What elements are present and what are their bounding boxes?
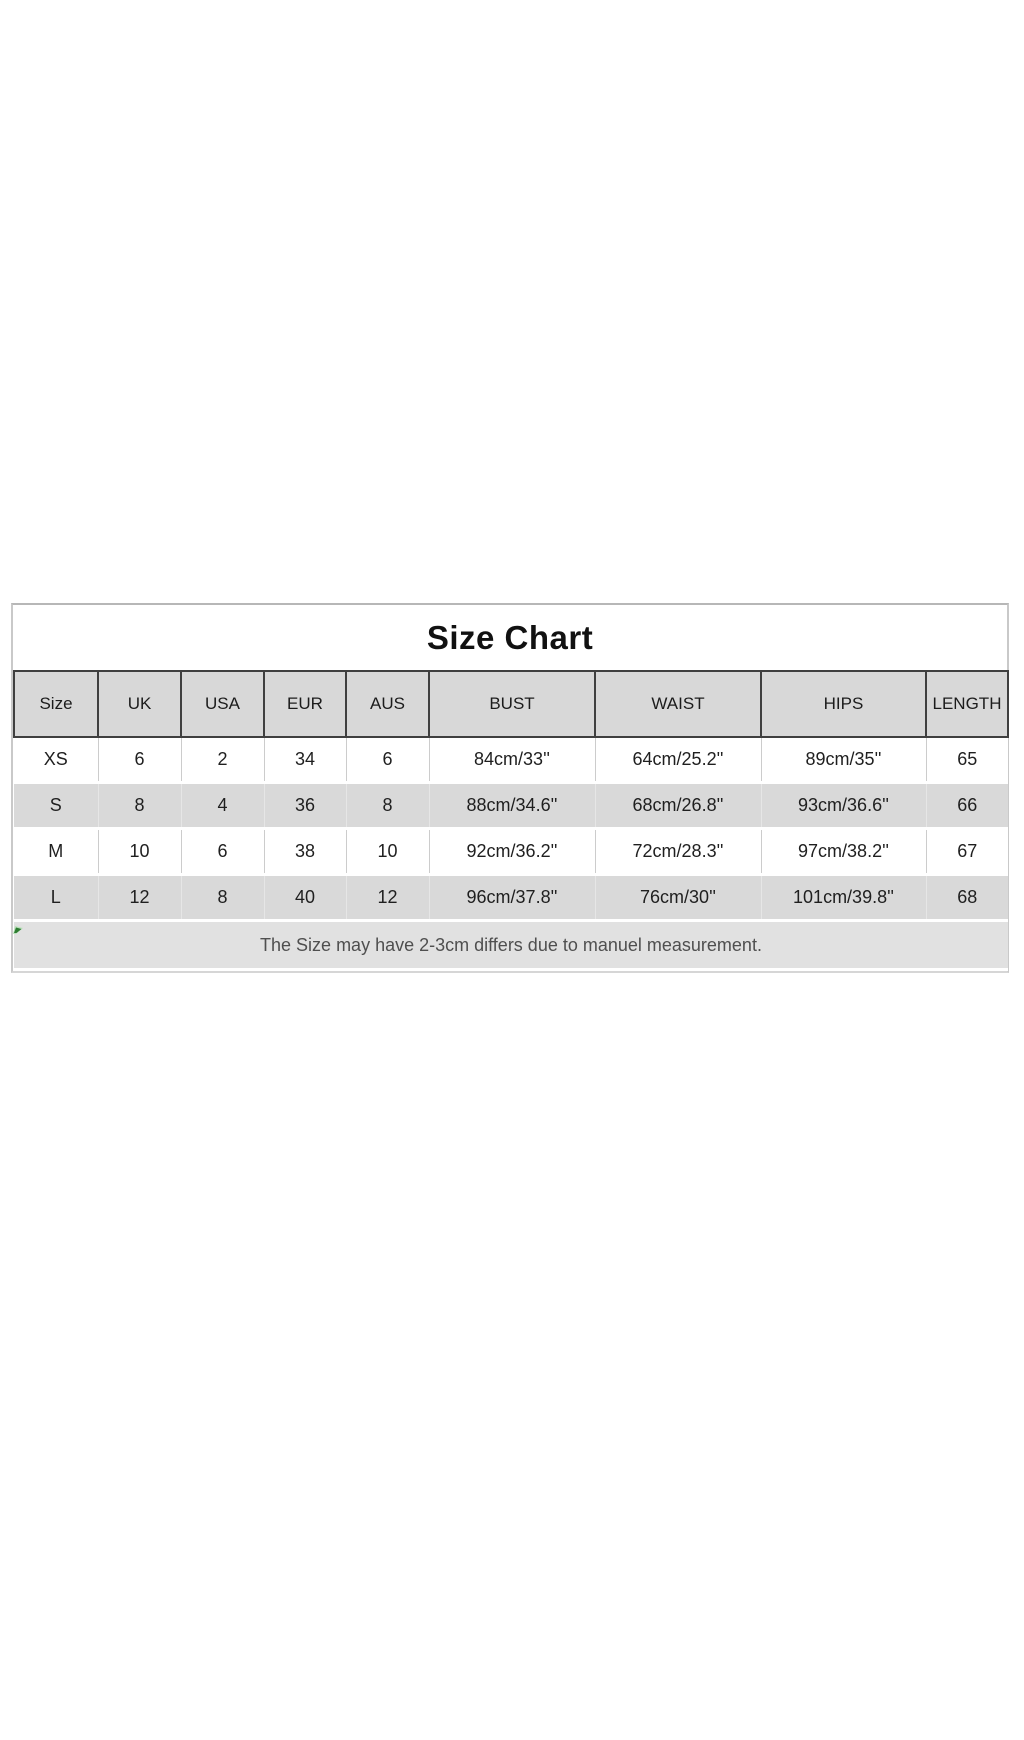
cell-l-hips: 101cm/39.8'' xyxy=(761,875,926,921)
cell-m-aus: 10 xyxy=(346,829,429,875)
col-header-usa: USA xyxy=(181,671,264,737)
col-header-aus: AUS xyxy=(346,671,429,737)
cell-m-bust: 92cm/36.2'' xyxy=(429,829,595,875)
cell-m-hips: 97cm/38.2'' xyxy=(761,829,926,875)
cell-l-length: 68 xyxy=(926,875,1008,921)
table-row-m xyxy=(14,829,1008,875)
cell-xs-length: 65 xyxy=(926,737,1008,783)
col-header-bust: BUST xyxy=(429,671,595,737)
size-chart-panel xyxy=(11,603,1009,973)
cell-s-uk: 8 xyxy=(98,783,181,829)
cell-xs-size: XS xyxy=(14,737,98,783)
cell-l-aus: 12 xyxy=(346,875,429,921)
cell-m-length: 67 xyxy=(926,829,1008,875)
cell-l-eur: 40 xyxy=(264,875,346,921)
cell-xs-bust: 84cm/33'' xyxy=(429,737,595,783)
cell-s-aus: 8 xyxy=(346,783,429,829)
col-header-uk: UK xyxy=(98,671,181,737)
cell-s-eur: 36 xyxy=(264,783,346,829)
cell-xs-usa: 2 xyxy=(181,737,264,783)
cell-m-eur: 38 xyxy=(264,829,346,875)
col-header-length: LENGTH xyxy=(926,671,1008,737)
cell-s-length: 66 xyxy=(926,783,1008,829)
cell-l-usa: 8 xyxy=(181,875,264,921)
cell-m-usa: 6 xyxy=(181,829,264,875)
note-row xyxy=(14,921,1008,970)
cell-l-waist: 76cm/30'' xyxy=(595,875,761,921)
col-header-hips: HIPS xyxy=(761,671,926,737)
col-header-waist: WAIST xyxy=(595,671,761,737)
cell-s-hips: 93cm/36.6'' xyxy=(761,783,926,829)
cell-xs-hips: 89cm/35'' xyxy=(761,737,926,783)
cell-m-uk: 10 xyxy=(98,829,181,875)
cell-xs-eur: 34 xyxy=(264,737,346,783)
cell-s-size: S xyxy=(14,783,98,829)
table-row-s xyxy=(14,783,1008,829)
green-corner-marker-icon xyxy=(13,924,24,935)
cell-l-size: L xyxy=(14,875,98,921)
col-header-eur: EUR xyxy=(264,671,346,737)
cell-xs-aus: 6 xyxy=(346,737,429,783)
table-row-xs xyxy=(14,737,1008,783)
cell-l-bust: 96cm/37.8'' xyxy=(429,875,595,921)
size-chart-title: Size Chart xyxy=(13,605,1007,670)
cell-s-bust: 88cm/34.6'' xyxy=(429,783,595,829)
cell-s-usa: 4 xyxy=(181,783,264,829)
size-table xyxy=(13,670,1009,971)
cell-xs-uk: 6 xyxy=(98,737,181,783)
cell-l-uk: 12 xyxy=(98,875,181,921)
measurement-note: The Size may have 2-3cm differs due to manuel measurement. xyxy=(14,921,1008,970)
cell-s-waist: 68cm/26.8'' xyxy=(595,783,761,829)
col-header-size: Size xyxy=(14,671,98,737)
cell-xs-waist: 64cm/25.2'' xyxy=(595,737,761,783)
cell-m-waist: 72cm/28.3'' xyxy=(595,829,761,875)
table-row-l xyxy=(14,875,1008,921)
cell-m-size: M xyxy=(14,829,98,875)
header-row xyxy=(14,671,1008,737)
